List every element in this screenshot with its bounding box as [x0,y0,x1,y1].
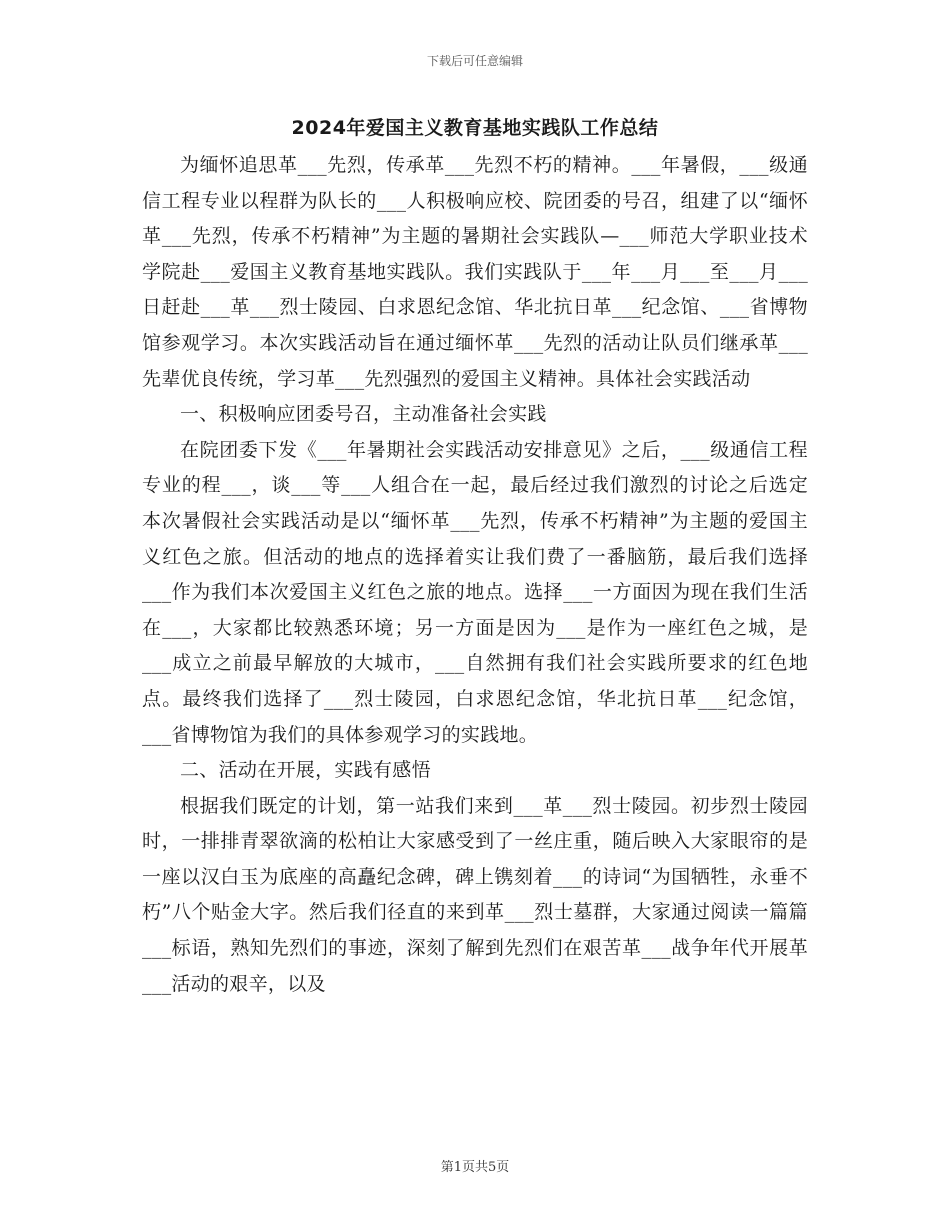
section-paragraph-2: 根据我们既定的计划，第一站我们来到___革___烈士陵园。初步烈士陵园时，一排排青翠欲滴的松柏让大家感受到了一丝庄重，随后映入大家眼帘的是一座以汉白玉为底座的高矗纪念碑，碑上镌刻着___的诗词“为国牺牲，永垂不朽”八个贴金大字。然后我们径直的来到革___烈士墓群，大家通过阅读一篇篇___标语，熟知先烈们的事迹，深刻了解到先烈们在艰苦革___战争年代开展革___活动的艰辛，以及 [142,794,808,995]
page-header-note: 下载后可任意编辑 [426,54,523,68]
section-paragraph-1: 在院团委下发《___年暑期社会实践活动安排意见》之后，___级通信工程专业的程___，谈___等___人组合在一起，最后经过我们激烈的讨论之后选定本次暑假社会实践活动是以“缅怀革___先烈，传承不朽精神”为主题的爱国主义红色之旅。但活动的地点的选择着实让我们费了一番脑筋，最后我们选择___作为我们本次爱国主义红色之旅的地点。选择___一方面因为现在我们生活在___，大家都比较熟悉环境；另一方面是因为___是作为一座红色之城，是___成立之前最早解放的大城市，___自然拥有我们社会实践所要求的红色地点。最终我们选择了___烈士陵园，白求恩纪念馆，华北抗日革___纪念馆，___省博物馆为我们的具体参观学习的实践地。 [142,438,808,746]
intro-paragraph: 为缅怀追思革___先烈，传承革___先烈不朽的精神。___年暑假，___级通信工程专业以程群为队长的___人积极响应校、院团委的号召，组建了以“缅怀革___先烈，传承不朽精神”为主题的暑期社会实践队—___师范大学职业技术学院赴___爱国主义教育基地实践队。我们实践队于___年___月___至___月___日赶赴___革___烈士陵园、白求恩纪念馆、华北抗日革___纪念馆、___省博物馆参观学习。本次实践活动旨在通过缅怀革___先烈的活动让队员们继承革___先辈优良传统，学习革___先烈强烈的爱国主义精神。具体社会实践活动 [142,154,808,390]
page-number-footer: 第1页共5页 [440,1160,510,1175]
document-body [142,108,808,1002]
section-heading-1: 一、积极响应团委号召，主动准备社会实践 [180,403,547,426]
section-heading-2: 二、活动在开展，实践有感悟 [180,759,431,782]
document-title: 2024年爱国主义教育基地实践队工作总结 [291,117,659,139]
